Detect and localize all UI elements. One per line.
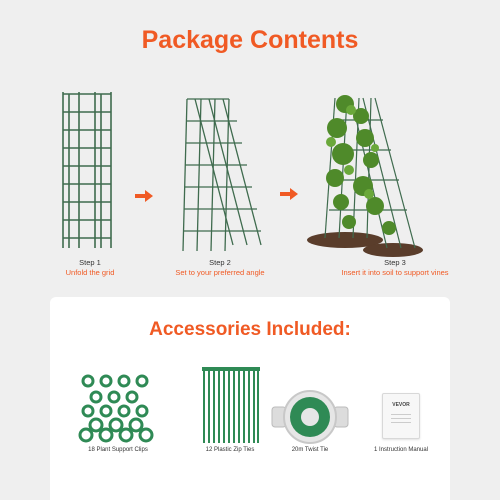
accessories-title: Accessories Included: <box>149 319 351 340</box>
accessory-label-zip-ties: 12 Plastic Zip Ties <box>205 447 255 453</box>
step-number: Step 2 <box>209 258 231 267</box>
planted-trellis-illustration <box>305 90 425 260</box>
step-3-caption <box>305 258 485 278</box>
manual-brand: VEVOR <box>392 402 410 408</box>
twist-tie-spool-icon <box>270 389 350 445</box>
steps-section <box>0 80 500 280</box>
plant-clips-icon <box>76 371 160 443</box>
instruction-manual-icon <box>382 393 420 439</box>
step-description: Set to your preferred angle <box>175 268 265 277</box>
a-frame-trellis-illustration <box>175 95 265 255</box>
manual-text-lines <box>391 414 411 415</box>
flat-trellis-illustration <box>55 90 125 250</box>
step-description: Insert it into soil to support vines <box>341 268 449 277</box>
step-number: Step 3 <box>384 258 406 267</box>
arrow-right-icon <box>135 190 153 202</box>
zip-ties-icon <box>200 365 260 445</box>
step-description: Unfold the grid <box>65 268 115 277</box>
accessory-label-twist-tie: 20m Twist Tie <box>291 447 329 453</box>
step-2-caption <box>140 258 300 278</box>
arrow-right-icon <box>280 188 298 200</box>
step-number: Step 1 <box>79 258 101 267</box>
accessory-label-manual: 1 Instruction Manual <box>373 447 429 453</box>
accessories-card <box>50 297 450 500</box>
page-title: Package Contents <box>141 26 359 54</box>
accessory-label-clips: 18 Plant Support Clips <box>88 447 148 453</box>
